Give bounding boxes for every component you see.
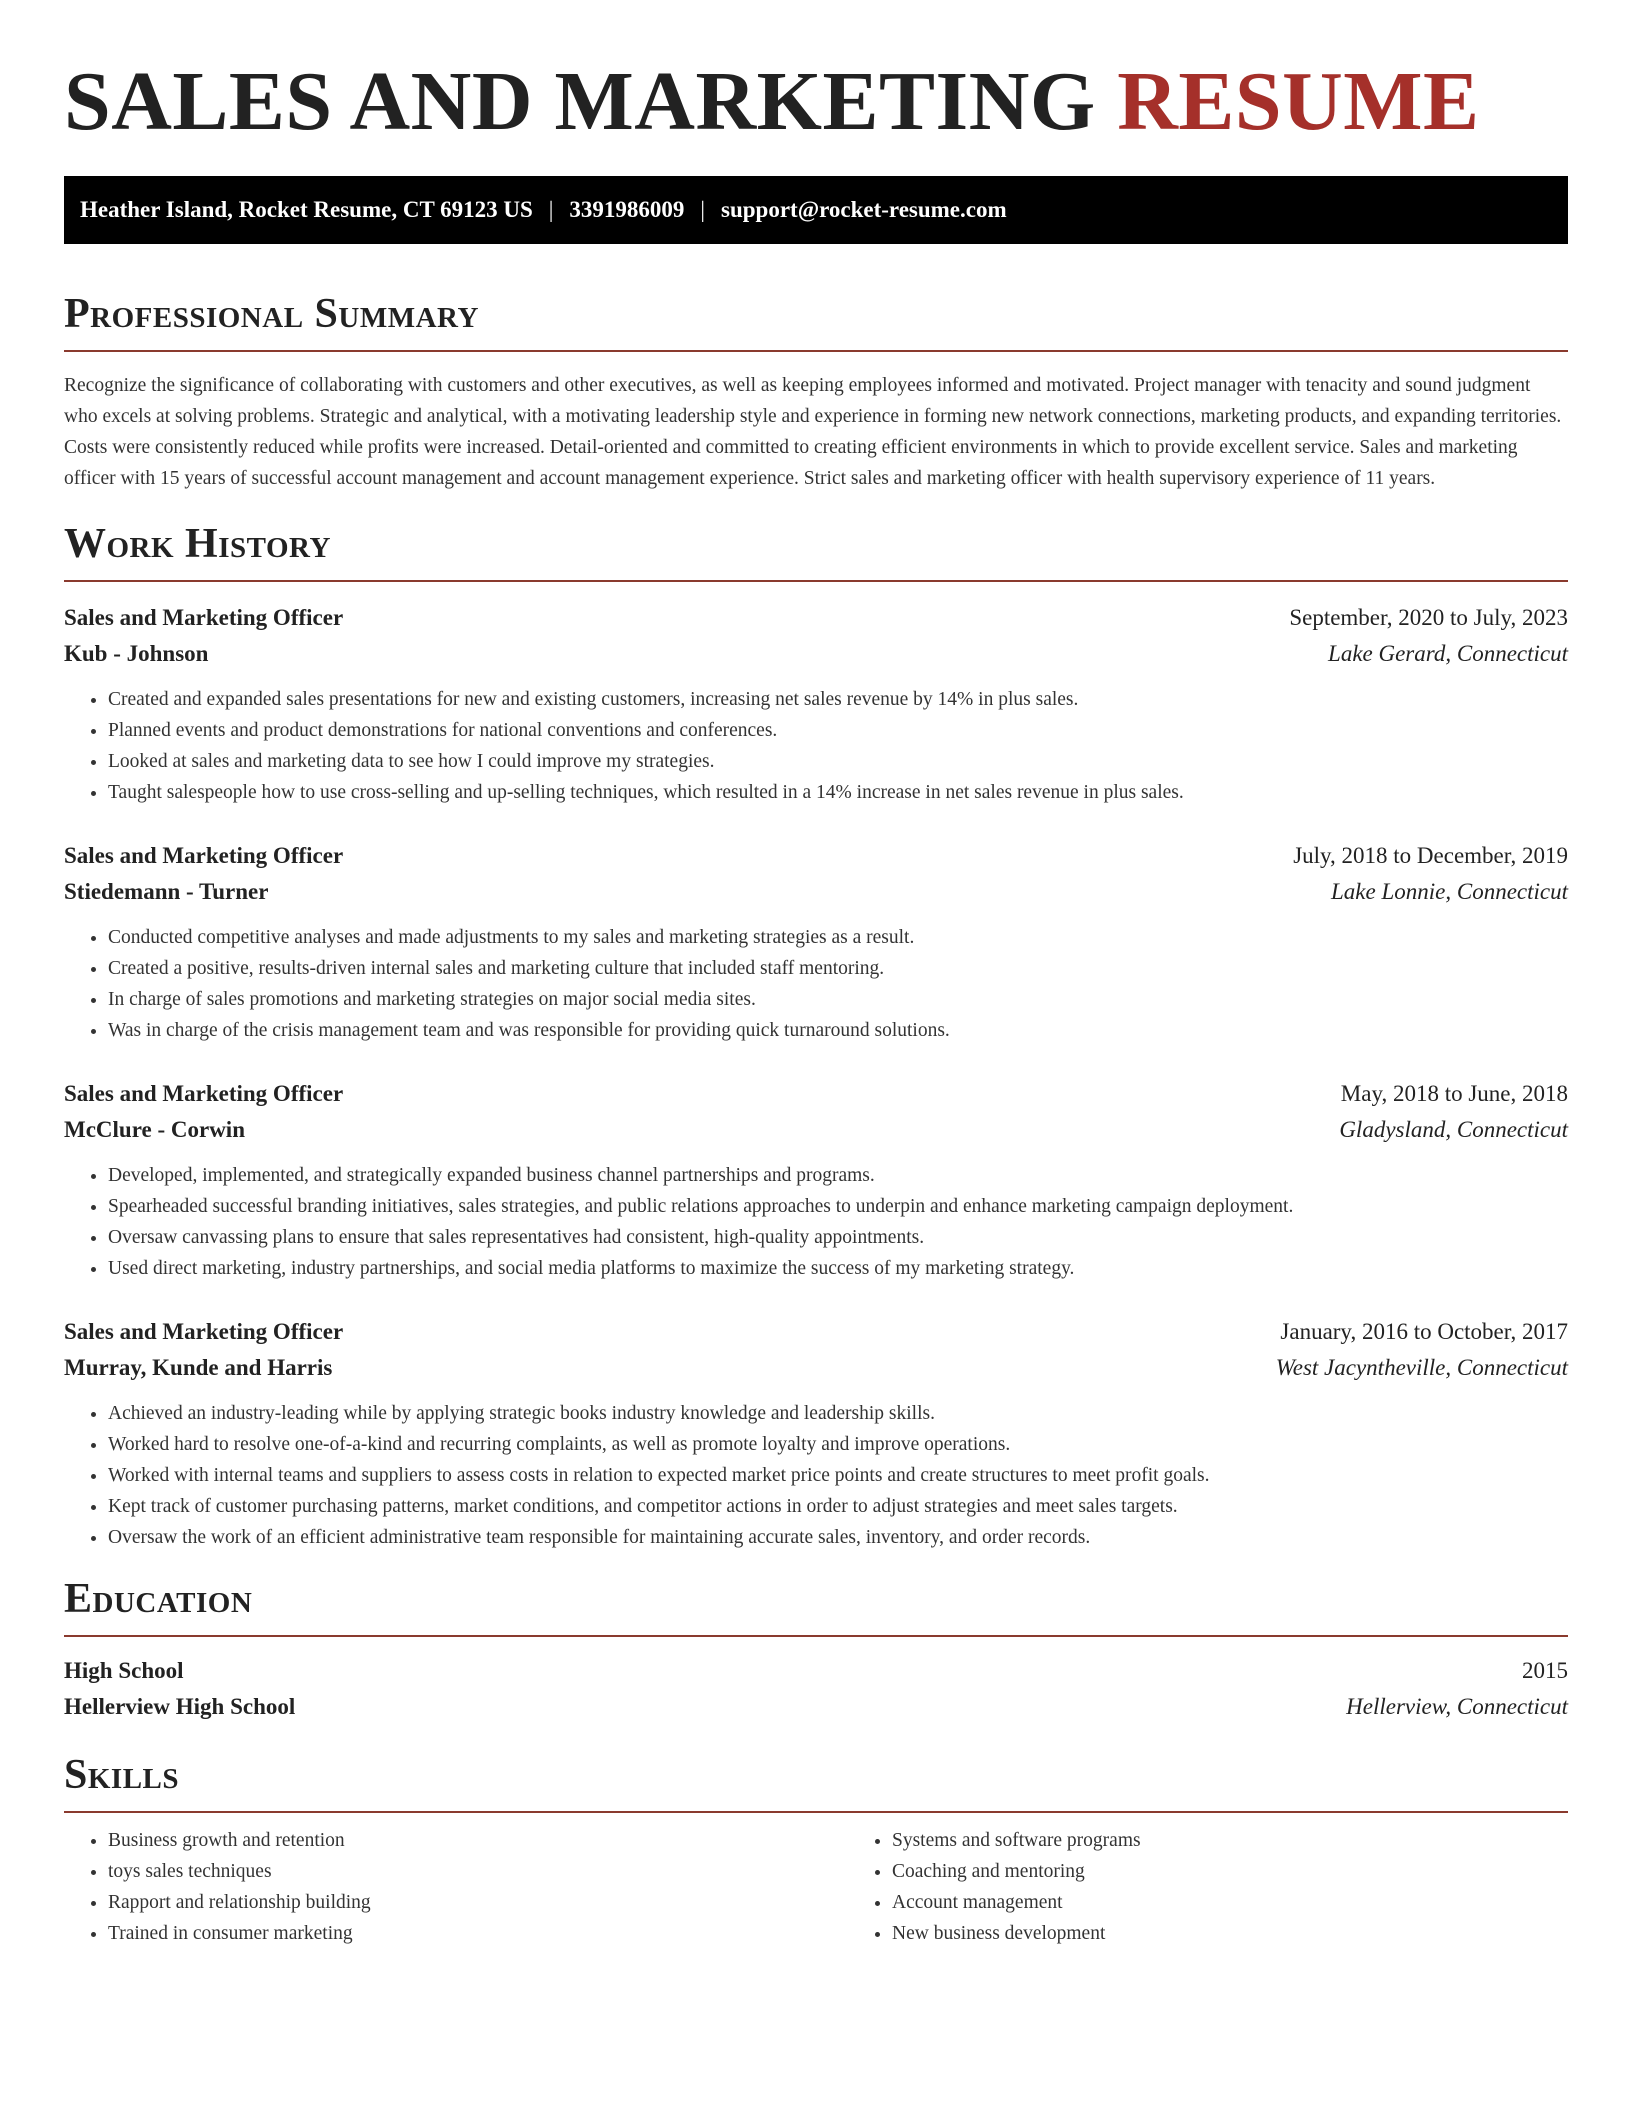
job-company-row — [64, 1112, 1568, 1148]
job-bullet: • Used direct marketing, industry partnerships, and social media platforms to maximize the success of my marketing strategy. — [108, 1253, 1568, 1284]
skill-item: • Systems and software programs — [892, 1825, 1568, 1856]
resume-title — [64, 52, 1568, 152]
skill-item: • toys sales techniques — [108, 1856, 848, 1887]
education-header-row — [64, 1653, 1568, 1689]
contact-phone: 3391986009 — [569, 197, 685, 222]
contact-separator: | — [548, 197, 554, 222]
job-entry — [64, 600, 1568, 808]
title-accent: RESUME — [1117, 55, 1480, 148]
job-bullet: • Worked hard to resolve one-of-a-kind and recurring complaints, as well as promote loyalty and improve operations. — [108, 1429, 1568, 1460]
job-company-row — [64, 874, 1568, 910]
job-title: Sales and Marketing Officer — [64, 1081, 344, 1106]
skills-column-right — [848, 1825, 1568, 1949]
contact-separator: | — [700, 197, 705, 222]
job-bullet: • Planned events and product demonstrations for national conventions and conferences. — [108, 715, 1568, 746]
skill-item: • New business development — [892, 1918, 1568, 1949]
job-company: Murray, Kunde and Harris — [64, 1355, 333, 1380]
education-year: 2015 — [1522, 1658, 1568, 1683]
education-heading: Education — [64, 1573, 1568, 1637]
job-header-row — [64, 838, 1568, 874]
job-entry — [64, 1076, 1568, 1284]
job-title: Sales and Marketing Officer — [64, 843, 344, 868]
job-bullet: • In charge of sales promotions and marketing strategies on major social media sites. — [108, 984, 1568, 1015]
job-bullets — [64, 1398, 1568, 1553]
job-bullet: • Created a positive, results-driven internal sales and marketing culture that included staff mentoring. — [108, 953, 1568, 984]
education-degree: High School — [64, 1658, 184, 1683]
job-bullet: • Created and expanded sales presentations for new and existing customers, increasing net sales revenue by 14% in plus sales. — [108, 684, 1568, 715]
job-bullet: • Kept track of customer purchasing patterns, market conditions, and competitor actions in order to adjust strategies and meet sales targets. — [108, 1491, 1568, 1522]
job-bullet: • Achieved an industry-leading while by applying strategic books industry knowledge and leadership skills. — [108, 1398, 1568, 1429]
job-location: Lake Lonnie, Connecticut — [1331, 879, 1568, 904]
job-dates: May, 2018 to June, 2018 — [1340, 1081, 1568, 1106]
job-bullet: • Conducted competitive analyses and made adjustments to my sales and marketing strategies as a result. — [108, 922, 1568, 953]
summary-text: Recognize the significance of collaborating with customers and other executives, as well as keeping employees informed and motivated. Project manager with tenacity and sound judgment who excels at solving problems. Strategic and analytical, with a motivating leadership style and experience in forming new network connections, marketing products, and expanding territories. Costs were consistently reduced while profits were increased. Detail-oriented and committed to creating efficient environments in which to provide excellent service. Sales and marketing officer with 15 years of successful account management and account management experience. Strict sales and marketing officer with health supervisory experience of 11 years. — [64, 375, 1562, 489]
skills-list — [64, 1825, 1568, 1949]
work-history-heading: Work History — [64, 518, 1568, 582]
education-entry — [64, 1653, 1568, 1725]
job-bullet: • Was in charge of the crisis management team and was responsible for providing quick turnaround solutions. — [108, 1015, 1568, 1046]
job-company-row — [64, 1350, 1568, 1386]
skill-item: • Rapport and relationship building — [108, 1887, 848, 1918]
contact-address: Heather Island, Rocket Resume, CT 69123 US — [80, 197, 533, 222]
contact-bar — [64, 176, 1568, 244]
job-company: Kub - Johnson — [64, 641, 209, 666]
job-bullets — [64, 922, 1568, 1046]
job-bullet: • Looked at sales and marketing data to see how I could improve my strategies. — [108, 746, 1568, 777]
job-bullet: • Developed, implemented, and strategically expanded business channel partnerships and programs. — [108, 1160, 1568, 1191]
job-bullet: • Spearheaded successful branding initiatives, sales strategies, and public relations approaches to underpin and enhance marketing campaign deployment. — [108, 1191, 1568, 1222]
job-header-row — [64, 1314, 1568, 1350]
job-header-row — [64, 600, 1568, 636]
job-bullets — [64, 684, 1568, 808]
job-entry — [64, 1314, 1568, 1553]
job-dates: January, 2016 to October, 2017 — [1280, 1319, 1568, 1344]
job-bullet: • Worked with internal teams and suppliers to assess costs in relation to expected market price points and create structures to meet profit goals. — [108, 1460, 1568, 1491]
skills-heading: Skills — [64, 1749, 1568, 1813]
job-company: McClure - Corwin — [64, 1117, 245, 1142]
job-header-row — [64, 1076, 1568, 1112]
skill-item: • Trained in consumer marketing — [108, 1918, 848, 1949]
job-dates: July, 2018 to December, 2019 — [1293, 843, 1568, 868]
education-location: Hellerview, Connecticut — [1346, 1694, 1568, 1719]
job-title: Sales and Marketing Officer — [64, 1319, 344, 1344]
education-school-row — [64, 1689, 1568, 1725]
job-dates: September, 2020 to July, 2023 — [1289, 605, 1568, 630]
job-company: Stiedemann - Turner — [64, 879, 269, 904]
job-bullets — [64, 1160, 1568, 1284]
job-bullet: • Taught salespeople how to use cross-selling and up-selling techniques, which resulted in a 14% increase in net sales revenue in plus sales. — [108, 777, 1568, 808]
skill-item: • Business growth and retention — [108, 1825, 848, 1856]
contact-email: support@rocket-resume.com — [721, 197, 1007, 222]
skills-column-left — [64, 1825, 848, 1949]
skill-item: • Coaching and mentoring — [892, 1856, 1568, 1887]
job-title: Sales and Marketing Officer — [64, 605, 344, 630]
job-bullet: • Oversaw canvassing plans to ensure that sales representatives had consistent, high-quality appointments. — [108, 1222, 1568, 1253]
job-location: West Jacyntheville, Connecticut — [1275, 1355, 1568, 1380]
job-company-row — [64, 636, 1568, 672]
job-location: Gladysland, Connecticut — [1339, 1117, 1568, 1142]
skill-item: • Account management — [892, 1887, 1568, 1918]
education-school: Hellerview High School — [64, 1694, 296, 1719]
job-entry — [64, 838, 1568, 1046]
title-main: SALES AND MARKETING — [64, 55, 1096, 148]
job-bullet: • Oversaw the work of an efficient administrative team responsible for maintaining accurate sales, inventory, and order records. — [108, 1522, 1568, 1553]
summary-heading: Professional Summary — [64, 288, 1568, 352]
job-location: Lake Gerard, Connecticut — [1328, 641, 1568, 666]
